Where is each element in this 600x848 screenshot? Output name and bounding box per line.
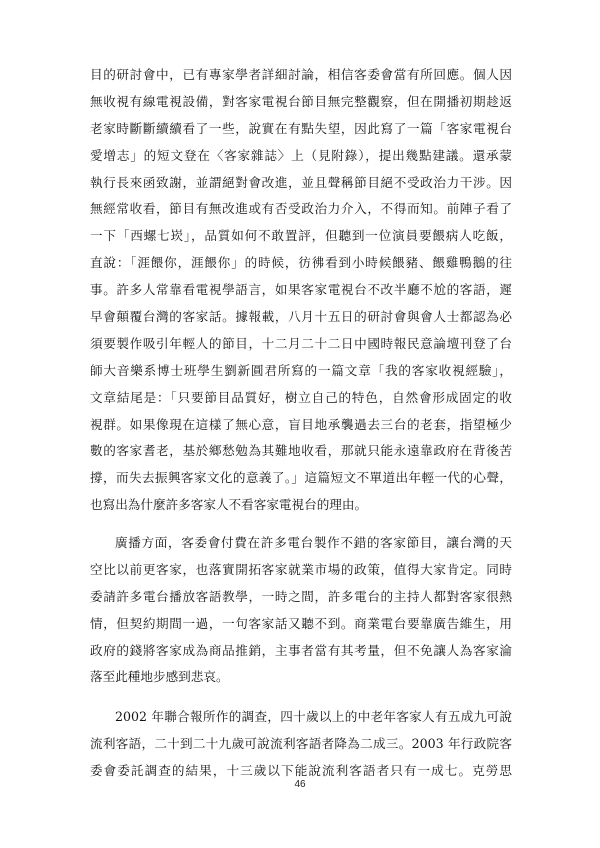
text-line: 政府的錢將客家成為商品推銷，主事者當有其考量，但不免讓人為客家淪 — [90, 642, 512, 658]
paragraph — [90, 530, 512, 691]
text-line: 師大音樂系博士班學生劉新圓君所寫的一篇文章「我的客家收視經驗」， — [90, 362, 512, 378]
text-line: 視群。如果像現在這樣了無心意，盲目地承襲過去三台的老套，指望極少 — [90, 416, 512, 432]
text-line: 委請許多電台播放客語教學，一時之間，許多電台的主持人都對客家很熱 — [90, 588, 512, 604]
text-line: 無經常收看，節目有無改進或有否受政治力介入，不得而知。前陣子看了 — [90, 201, 512, 217]
text-line: 也寫出為什麼許多客家人不看客家電視台的理由。 — [90, 497, 368, 513]
text-line: 一下「西螺七崁」，品質如何不敢置評，但聽到一位演員要餵病人吃飯， — [90, 228, 512, 244]
text-line: 目的研討會中，已有專家學者詳細討論，相信客委會當有所回應。個人因 — [90, 67, 512, 82]
text-line: 數的客家耆老，基於鄉愁勉為其難地收看，那就只能永遠靠政府在背後苦 — [90, 443, 512, 459]
text-line: 情，但契約期間一過，一句客家話又聽不到。商業電台要靠廣告維生，用 — [90, 615, 512, 631]
text-line: 撐，而失去振興客家文化的意義了。」這篇短文不單道出年輕一代的心聲， — [90, 470, 512, 486]
text-line: 落至此種地步感到悲哀。 — [90, 669, 229, 685]
text-line: 委會委託調查的結果，十三歲以下能說流利客語者只有一成七。克勞思 — [90, 762, 512, 778]
text-line: 執行長來函致謝，並謂絕對會改進，並且聲稱節目絕不受政治力干涉。因 — [90, 174, 512, 190]
text-line: 2002 年聯合報所作的調查，四十歲以上的中老年客家人有五成九可說 — [115, 709, 512, 724]
text-line: 須要製作吸引年輕人的節目，十二月二十二日中國時報民意論壇刊登了台 — [90, 335, 512, 351]
text-line: 廣播方面，客委會付費在許多電台製作不錯的客家節目，讓台灣的天 — [115, 535, 512, 550]
text-line: 空比以前更客家，也落實開拓客家就業市場的政策，值得大家肯定。同時 — [90, 561, 512, 577]
text-line: 愛增志」的短文登在〈客家雜誌〉上（見附錄），提出幾點建議。還承蒙 — [90, 147, 512, 163]
text-line: 早會顛覆台灣的客家話。據報載，八月十五日的研討會與會人士都認為必 — [90, 309, 512, 325]
text-line: 流利客語，二十到二十九歲可說流利客語者降為二成三。2003 年行政院客 — [90, 735, 512, 751]
text-line: 事。許多人常靠看電視學語言，如果客家電視台不改半廳不尬的客語，遲 — [90, 282, 512, 298]
text-line: 文章結尾是：「只要節目品質好，樹立自己的特色，自然會形成固定的收 — [90, 389, 512, 405]
paragraph — [90, 62, 512, 519]
paragraph — [90, 704, 512, 785]
page-number: 46 — [294, 779, 306, 790]
text-line: 老家時斷斷續續看了一些，說實在有點失望，因此寫了一篇「客家電視台 — [90, 120, 512, 136]
text-line: 無收視有線電視設備，對客家電視台節目無完整觀察，但在開播初期趁返 — [90, 93, 512, 109]
text-line: 直說：「涯餵你，涯餵你」的時候，彷彿看到小時候餵豬、餵雞鴨鵝的往 — [90, 255, 512, 271]
